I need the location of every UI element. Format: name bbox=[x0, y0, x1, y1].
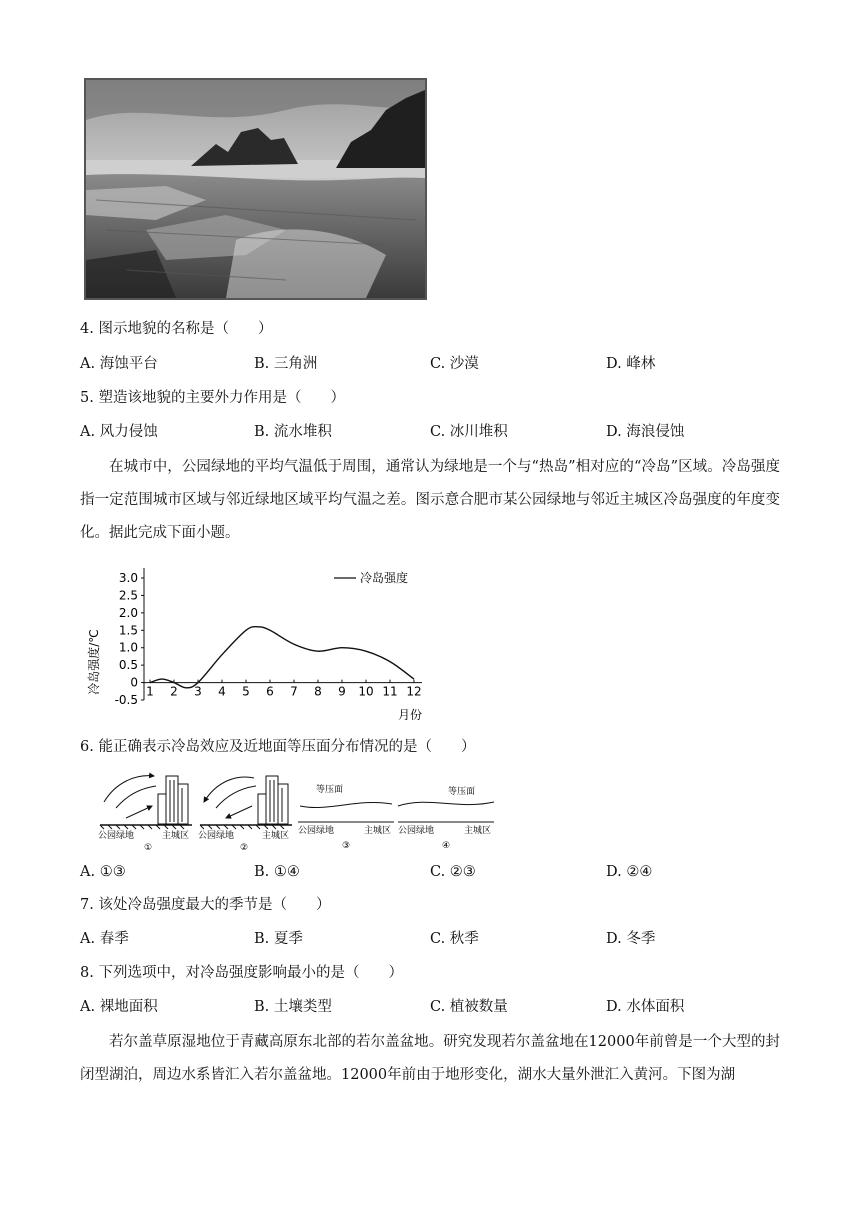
diagram-3-top-label: 等压面 bbox=[316, 785, 344, 795]
diagram-1-number: ① bbox=[144, 843, 153, 853]
q4-option-c[interactable]: C. 沙漠 bbox=[430, 356, 479, 372]
chart-y-tick-label: 1.0 bbox=[118, 640, 138, 655]
question-5-stem: 5. 塑造该地貌的主要外力作用是（ ） bbox=[80, 390, 345, 406]
q6-option-a[interactable]: A. ①③ bbox=[80, 864, 126, 880]
chart-x-tick-label: 2 bbox=[170, 684, 178, 699]
question-4-stem: 4. 图示地貌的名称是（ ） bbox=[80, 321, 273, 337]
q6-option-c[interactable]: C. ②③ bbox=[430, 864, 476, 880]
chart-x-tick-label: 10 bbox=[358, 684, 374, 699]
q5-option-b[interactable]: B. 流水堆积 bbox=[254, 424, 332, 440]
cold-island-chart bbox=[82, 562, 432, 730]
diagram-1-left-label: 公园绿地 bbox=[98, 831, 135, 841]
diagram-4-right-label: 主城区 bbox=[464, 826, 492, 836]
diagram-3-left-label: 公园绿地 bbox=[298, 826, 335, 836]
q5-option-d[interactable]: D. 海浪侵蚀 bbox=[606, 424, 685, 440]
chart-y-tick-label: 3.0 bbox=[118, 571, 138, 585]
diagram-1-right-label: 主城区 bbox=[162, 831, 190, 841]
passage-cold-island-text: 在城市中，公园绿地的平均气温低于周围，通常认为绿地是一个与“热岛”相对应的“冷岛”区域。冷岛强度指一定范围城市区域与邻近绿地区域平均气温之差。图示意合肥市某公园绿地与邻近主城区冷岛强度的年度变化。据此完成下面小题。 bbox=[80, 459, 780, 541]
landform-photo bbox=[84, 78, 427, 300]
q7-option-d[interactable]: D. 冬季 bbox=[606, 931, 656, 947]
q4-option-a[interactable]: A. 海蚀平台 bbox=[80, 356, 158, 372]
q7-option-b[interactable]: B. 夏季 bbox=[254, 931, 303, 947]
chart-y-tick-label: 2.5 bbox=[118, 588, 138, 603]
diagram-2-right-label: 主城区 bbox=[262, 831, 290, 841]
chart-x-tick-label: 3 bbox=[194, 684, 202, 699]
diagram-2 bbox=[198, 776, 292, 853]
chart-x-tick-label: 9 bbox=[338, 684, 346, 699]
diagram-1 bbox=[98, 776, 192, 853]
q6-diagrams bbox=[96, 768, 496, 854]
question-7-stem: 7. 该处冷岛强度最大的季节是（ ） bbox=[80, 897, 331, 913]
diagram-2-number: ② bbox=[240, 843, 249, 853]
chart-x-tick-label: 1 bbox=[146, 684, 154, 699]
diagram-3-right-label: 主城区 bbox=[364, 826, 392, 836]
chart-legend-label: 冷岛强度 bbox=[360, 571, 409, 585]
q6-option-d[interactable]: D. ②④ bbox=[606, 864, 653, 880]
chart-x-tick-label: 6 bbox=[266, 684, 274, 699]
chart-x-tick-label: 5 bbox=[242, 684, 250, 699]
chart-y-tick-label: 1.5 bbox=[118, 623, 138, 638]
chart-y-tick-label: 0.5 bbox=[118, 658, 138, 673]
chart-y-tick-label: -0.5 bbox=[114, 693, 138, 707]
question-6-stem: 6. 能正确表示冷岛效应及近地面等压面分布情况的是（ ） bbox=[80, 739, 476, 755]
diagram-2-left-label: 公园绿地 bbox=[198, 831, 235, 841]
chart-y-tick-label: 0 bbox=[130, 675, 138, 690]
chart-x-tick-label: 12 bbox=[406, 684, 422, 699]
q8-option-a[interactable]: A. 裸地面积 bbox=[80, 999, 158, 1015]
q8-option-c[interactable]: C. 植被数量 bbox=[430, 999, 508, 1015]
diagram-4 bbox=[398, 785, 494, 851]
chart-series-line bbox=[150, 627, 414, 688]
chart-x-axis-label: 月份 bbox=[398, 708, 423, 722]
passage-zoige-text: 若尔盖草原湿地位于青藏高原东北部的若尔盖盆地。研究发现若尔盖盆地在12000年前曾是一个大型的封闭型湖泊，周边水系皆汇入若尔盖盆地。12000年前由于地形变化，湖水大量外泄汇入黄河。下图为湖 bbox=[80, 1034, 780, 1083]
chart-x-tick-label: 11 bbox=[382, 684, 398, 699]
chart-x-tick-label: 7 bbox=[290, 684, 298, 699]
question-8-stem: 8. 下列选项中，对冷岛强度影响最小的是（ ） bbox=[80, 965, 403, 981]
diagram-4-left-label: 公园绿地 bbox=[398, 826, 435, 836]
diagram-3 bbox=[298, 783, 394, 851]
q4-option-b[interactable]: B. 三角洲 bbox=[254, 356, 318, 372]
chart-x-tick-label: 8 bbox=[314, 684, 322, 699]
q7-option-a[interactable]: A. 春季 bbox=[80, 931, 129, 947]
q5-option-a[interactable]: A. 风力侵蚀 bbox=[80, 424, 158, 440]
q5-option-c[interactable]: C. 冰川堆积 bbox=[430, 424, 508, 440]
diagram-4-number: ④ bbox=[442, 841, 451, 851]
passage-cold-island bbox=[80, 451, 780, 550]
q8-option-b[interactable]: B. 土壤类型 bbox=[254, 999, 332, 1015]
q4-option-d[interactable]: D. 峰林 bbox=[606, 356, 656, 372]
q8-option-d[interactable]: D. 水体面积 bbox=[606, 999, 685, 1015]
passage-zoige bbox=[80, 1026, 780, 1092]
chart-x-tick-label: 4 bbox=[218, 684, 226, 699]
q6-option-b[interactable]: B. ①④ bbox=[254, 864, 300, 880]
chart-y-axis-label: 冷岛强度/℃ bbox=[87, 629, 101, 695]
chart-y-tick-label: 2.0 bbox=[118, 605, 138, 620]
diagram-3-number: ③ bbox=[342, 841, 351, 851]
diagram-4-top-label: 等压面 bbox=[448, 787, 476, 797]
q7-option-c[interactable]: C. 秋季 bbox=[430, 931, 479, 947]
